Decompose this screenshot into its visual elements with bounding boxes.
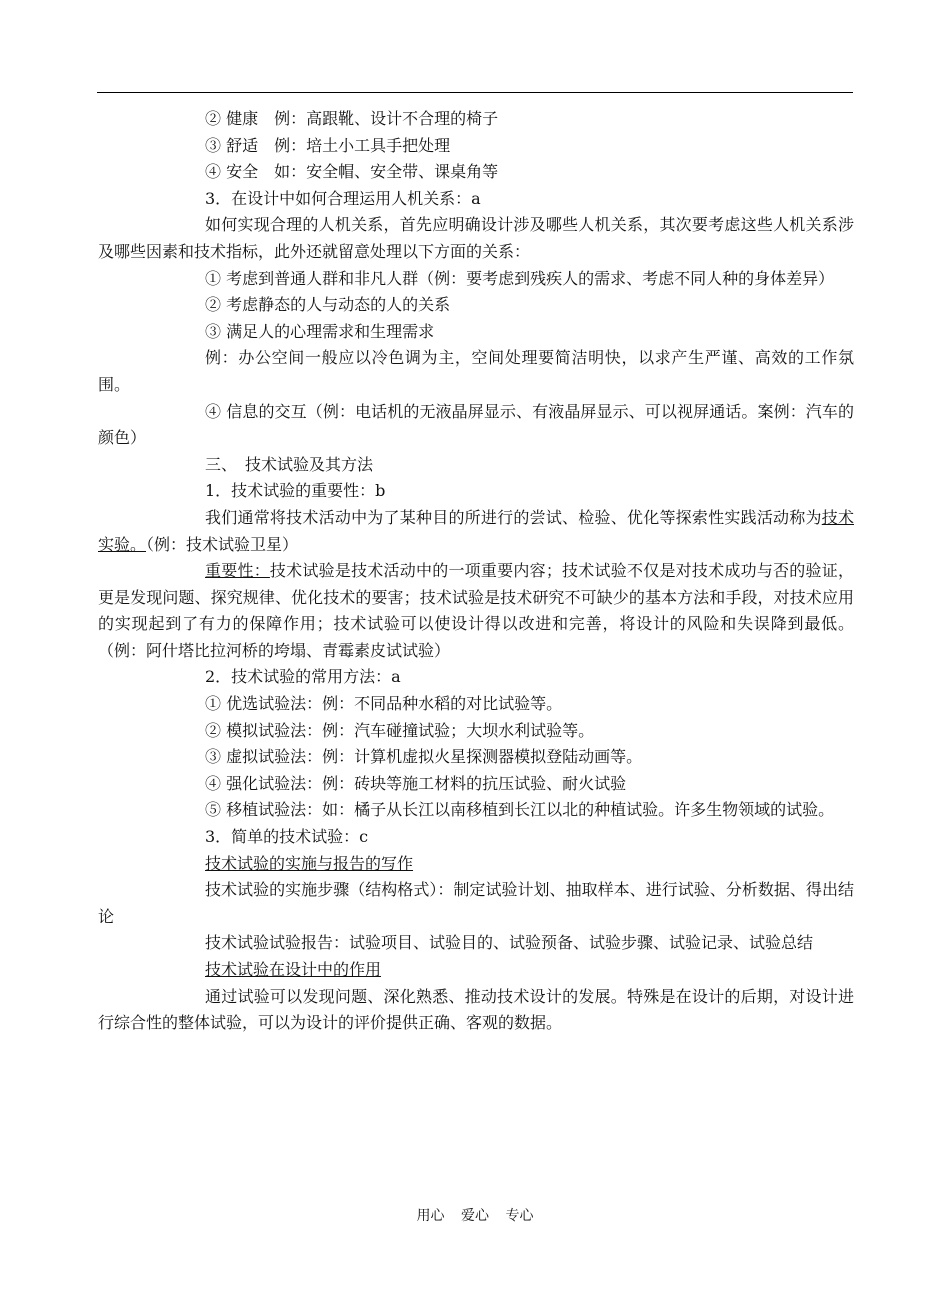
paragraph: 通过试验可以发现问题、深化熟悉、推动技术设计的发展。特殊是在设计的后期，对设计进行综合性的整体试验，可以为设计的评价提供正确、客观的数据。 [98,986,854,1033]
paragraph: 技术试验试验报告：试验项目、试验目的、试验预备、试验步骤、试验记录、试验总结 [205,933,814,953]
header-rule [97,92,853,93]
subsection-heading: 2．技术试验的常用方法：a [205,667,401,687]
subsection-heading: 1．技术试验的重要性：b [205,481,386,501]
paragraph: ③ 满足人的心理需求和生理需求 [205,321,435,341]
paragraph: ② 考虑静态的人与动态的人的关系 [205,295,451,315]
paragraph: 技术试验的实施步骤（结构格式）：制定试验计划、抽取样本、进行试验、分析数据、得出结论 [98,880,854,926]
underlined-heading: 技术试验的实施与报告的写作 [205,853,414,873]
underlined-term: 技术实验。 [98,507,854,554]
footer-word: 专心 [505,1208,534,1224]
paragraph: 3．在设计中如何合理运用人机关系：a [205,188,481,208]
paragraph: ② 健康 例：高跟靴、设计不合理的椅子 [205,109,499,128]
paragraph: ③ 舒适 例：培土小工具手把处理 [205,135,451,155]
paragraph [98,505,854,558]
paragraph: 如何实现合理的人机关系，首先应明确设计涉及哪些人机关系，其次要考虑这些人机关系涉及哪些因素和技术指标，此外还就留意处理以下方面的关系： [98,215,854,261]
document-body [98,106,854,1037]
paragraph: 例：办公空间一般应以冷色调为主，空间处理要简洁明快，以求产生严谨、高效的工作氛围。 [98,348,854,394]
text-run: （例：技术试验卫星） [146,534,299,554]
footer-word: 爱心 [461,1208,489,1224]
text-run: 技术试验是技术活动中的一项重要内容；技术试验不仅是对技术成功与否的验证，更是发现问题、探究规律、优化技术的要害；技术试验是技术研究不可缺少的基本方法和手段，对技术应用的实现起到了有力的保障作用；技术试验可以使设计得以改进和完善，将设计的风险和失误降到最低。（例：阿什塔比拉河桥的垮塌、青霉素皮试试验） [98,561,854,660]
paragraph [98,558,854,664]
underlined-term: 重要性： [205,561,270,581]
paragraph: ① 优选试验法：例：不同品种水稻的对比试验等。 [205,694,563,714]
section-heading: 三、 技术试验及其方法 [205,454,374,474]
paragraph: ① 考虑到普通人群和非凡人群（例：要考虑到残疾人的需求、考虑不同人种的身体差异） [205,268,835,288]
paragraph: ② 模拟试验法：例：汽车碰撞试验；大坝水利试验等。 [205,720,595,740]
paragraph: ⑤ 移植试验法：如：橘子从长江以南移植到长江以北的种植试验。许多生物领域的试验。 [205,800,835,820]
underlined-heading: 技术试验在设计中的作用 [205,960,382,979]
text-run: 我们通常将技术活动中为了某种目的所进行的尝试、检验、优化等探索性实践活动称为 [205,507,822,527]
subsection-heading: 3．简单的技术试验：c [205,827,369,847]
paragraph: ③ 虚拟试验法：例：计算机虚拟火星探测器模拟登陆动画等。 [205,747,643,767]
paragraph: ④ 强化试验法：例：砖块等施工材料的抗压试验、耐火试验 [205,773,627,793]
page-footer [0,1206,950,1226]
footer-word: 用心 [416,1208,445,1224]
paragraph: ④ 安全 如：安全帽、安全带、课桌角等 [205,162,499,182]
paragraph: ④ 信息的交互（例：电话机的无液晶屏显示、有液晶屏显示、可以视屏通话。案例：汽车的颜色） [98,401,854,448]
